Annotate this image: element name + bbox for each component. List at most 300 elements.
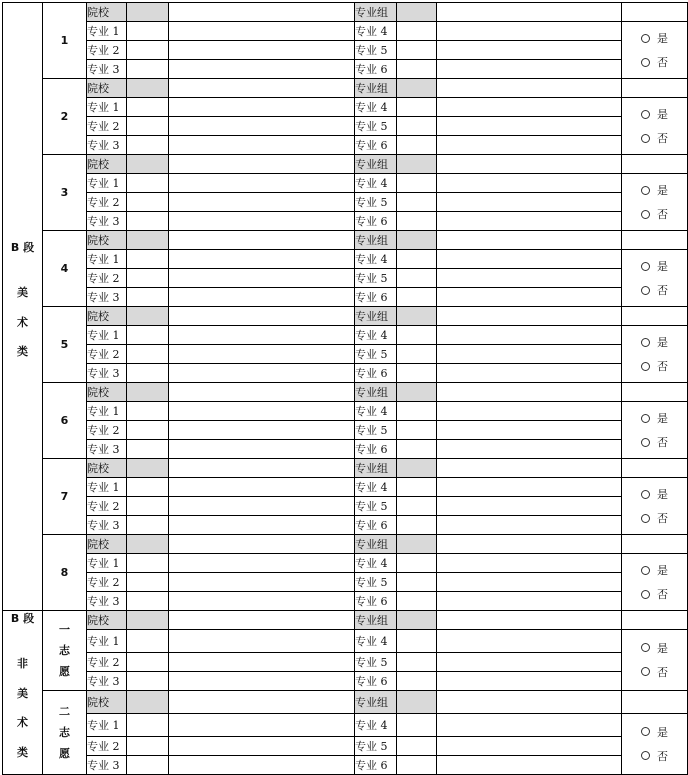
adjust-yes-option[interactable] — [641, 724, 687, 740]
major-name-input[interactable] — [437, 440, 622, 459]
major-group-input[interactable] — [397, 535, 437, 554]
school-label: 院校 — [87, 155, 127, 174]
adjust-no-option[interactable] — [641, 586, 687, 602]
major-input[interactable] — [127, 421, 169, 440]
choice-header-cell — [622, 231, 688, 250]
major-input[interactable] — [397, 516, 437, 535]
major-name-input[interactable] — [169, 117, 355, 136]
major-name-input[interactable] — [437, 136, 622, 155]
major-row — [3, 573, 688, 592]
major-row — [3, 364, 688, 383]
adjust-no-option[interactable] — [641, 54, 687, 70]
major-group-input[interactable] — [397, 155, 437, 174]
adjust-choice — [622, 250, 688, 307]
major-input[interactable] — [127, 22, 169, 41]
major-name-input[interactable] — [169, 345, 355, 364]
adjust-no-label: 否 — [657, 512, 668, 525]
adjust-yes-option[interactable] — [641, 106, 687, 122]
group-index — [43, 611, 87, 691]
major-name-input[interactable] — [169, 421, 355, 440]
radio-circle-icon[interactable] — [641, 414, 650, 423]
major-row — [3, 98, 688, 117]
major-input[interactable] — [397, 41, 437, 60]
section-category-char: 美 — [17, 686, 28, 700]
major-input[interactable] — [127, 592, 169, 611]
major-row — [3, 288, 688, 307]
major-input[interactable] — [397, 364, 437, 383]
major-label: 专业 1 — [87, 402, 127, 421]
major-name-input[interactable] — [169, 41, 355, 60]
major-name-input[interactable] — [169, 671, 355, 690]
major-label: 专业 3 — [87, 440, 127, 459]
major-label: 专业 2 — [87, 497, 127, 516]
school-input[interactable] — [127, 459, 169, 478]
major-name-input[interactable] — [437, 117, 622, 136]
school-input[interactable] — [127, 155, 169, 174]
major-group-input[interactable] — [397, 690, 437, 713]
major-name-input[interactable] — [437, 652, 622, 671]
major-row — [3, 497, 688, 516]
major-name-input[interactable] — [169, 326, 355, 345]
major-input[interactable] — [127, 193, 169, 212]
adjust-no-option[interactable] — [641, 130, 687, 146]
major-group-label: 专业组 — [355, 231, 397, 250]
major-name-input[interactable] — [437, 671, 622, 690]
major-name-input[interactable] — [437, 736, 622, 755]
adjust-yes-label: 是 — [657, 725, 668, 739]
major-row — [3, 117, 688, 136]
group-index-char: 志 — [59, 726, 70, 740]
radio-circle-icon[interactable] — [641, 667, 650, 676]
major-input[interactable] — [397, 345, 437, 364]
major-row — [3, 554, 688, 573]
group-header-row — [3, 535, 688, 554]
major-input[interactable] — [397, 269, 437, 288]
major-name-input[interactable] — [169, 630, 355, 653]
major-label: 专业 3 — [87, 516, 127, 535]
group-header-row — [3, 3, 688, 22]
major-group-name-input[interactable] — [437, 383, 622, 402]
major-row — [3, 402, 688, 421]
major-input[interactable] — [397, 497, 437, 516]
radio-circle-icon[interactable] — [641, 210, 650, 219]
major-label: 专业 3 — [87, 592, 127, 611]
adjust-yes-label: 是 — [657, 564, 668, 577]
radio-circle-icon[interactable] — [641, 362, 650, 371]
major-label: 专业 5 — [355, 573, 397, 592]
major-name-input[interactable] — [437, 554, 622, 573]
adjust-yes-option[interactable] — [641, 410, 687, 426]
major-name-input[interactable] — [437, 402, 622, 421]
major-label: 专业 5 — [355, 652, 397, 671]
major-input[interactable] — [127, 98, 169, 117]
major-row — [3, 736, 688, 755]
major-name-input[interactable] — [169, 478, 355, 497]
major-name-input[interactable] — [437, 364, 622, 383]
group-index: 2 — [43, 79, 87, 155]
major-input[interactable] — [127, 326, 169, 345]
section-category-char: 类 — [17, 745, 28, 759]
major-name-input[interactable] — [437, 98, 622, 117]
major-input[interactable] — [127, 736, 169, 755]
major-group-input[interactable] — [397, 459, 437, 478]
radio-circle-icon[interactable] — [641, 490, 650, 499]
major-input[interactable] — [397, 736, 437, 755]
major-group-input[interactable] — [397, 231, 437, 250]
major-input[interactable] — [127, 671, 169, 690]
school-input[interactable] — [127, 79, 169, 98]
major-row — [3, 630, 688, 653]
major-input[interactable] — [127, 755, 169, 774]
radio-circle-icon[interactable] — [641, 262, 650, 271]
major-name-input[interactable] — [437, 497, 622, 516]
radio-circle-icon[interactable] — [641, 338, 650, 347]
major-label: 专业 6 — [355, 516, 397, 535]
radio-circle-icon[interactable] — [641, 438, 650, 447]
major-input[interactable] — [397, 440, 437, 459]
major-input[interactable] — [127, 516, 169, 535]
major-input[interactable] — [397, 713, 437, 736]
major-name-input[interactable] — [437, 174, 622, 193]
major-label: 专业 5 — [355, 345, 397, 364]
school-name-input[interactable] — [169, 459, 355, 478]
major-group-name-input[interactable] — [437, 155, 622, 174]
adjust-yes-option[interactable] — [641, 30, 687, 46]
major-input[interactable] — [127, 402, 169, 421]
major-name-input[interactable] — [437, 630, 622, 653]
adjust-no-option[interactable] — [641, 748, 687, 764]
section-category-label — [3, 285, 42, 359]
adjust-choice — [622, 402, 688, 459]
major-group-name-input[interactable] — [437, 79, 622, 98]
major-label: 专业 5 — [355, 117, 397, 136]
school-name-input[interactable] — [169, 383, 355, 402]
major-name-input[interactable] — [437, 193, 622, 212]
adjust-no-label: 否 — [657, 436, 668, 449]
major-label: 专业 3 — [87, 212, 127, 231]
major-input[interactable] — [397, 630, 437, 653]
major-label: 专业 4 — [355, 713, 397, 736]
major-input[interactable] — [397, 478, 437, 497]
major-input[interactable] — [397, 671, 437, 690]
major-name-input[interactable] — [169, 573, 355, 592]
major-name-input[interactable] — [437, 212, 622, 231]
radio-circle-icon[interactable] — [641, 286, 650, 295]
major-name-input[interactable] — [437, 478, 622, 497]
school-input[interactable] — [127, 307, 169, 326]
major-name-input[interactable] — [169, 592, 355, 611]
major-input[interactable] — [127, 60, 169, 79]
major-name-input[interactable] — [169, 402, 355, 421]
major-name-input[interactable] — [169, 652, 355, 671]
major-input[interactable] — [397, 288, 437, 307]
major-row — [3, 755, 688, 774]
choice-header-cell — [622, 155, 688, 174]
major-input[interactable] — [127, 573, 169, 592]
major-input[interactable] — [127, 630, 169, 653]
school-input[interactable] — [127, 611, 169, 630]
major-name-input[interactable] — [437, 345, 622, 364]
major-group-name-input[interactable] — [437, 307, 622, 326]
major-name-input[interactable] — [169, 497, 355, 516]
major-input[interactable] — [127, 117, 169, 136]
group-header-row — [3, 383, 688, 402]
adjust-choice — [622, 22, 688, 79]
adjust-no-option[interactable] — [641, 434, 687, 450]
major-name-input[interactable] — [437, 573, 622, 592]
major-name-input[interactable] — [169, 554, 355, 573]
school-label: 院校 — [87, 611, 127, 630]
major-name-input[interactable] — [169, 713, 355, 736]
school-name-input[interactable] — [169, 79, 355, 98]
major-group-input[interactable] — [397, 79, 437, 98]
major-label: 专业 2 — [87, 117, 127, 136]
school-label: 院校 — [87, 690, 127, 713]
adjust-yes-label: 是 — [657, 641, 668, 655]
major-input[interactable] — [397, 554, 437, 573]
major-name-input[interactable] — [169, 22, 355, 41]
major-name-input[interactable] — [169, 364, 355, 383]
major-label: 专业 6 — [355, 136, 397, 155]
major-input[interactable] — [397, 250, 437, 269]
major-input[interactable] — [127, 288, 169, 307]
major-input[interactable] — [397, 60, 437, 79]
major-name-input[interactable] — [169, 174, 355, 193]
radio-circle-icon[interactable] — [641, 186, 650, 195]
major-group-name-input[interactable] — [437, 3, 622, 22]
choice-header-cell — [622, 307, 688, 326]
school-input[interactable] — [127, 535, 169, 554]
school-input[interactable] — [127, 231, 169, 250]
school-name-input[interactable] — [169, 690, 355, 713]
major-name-input[interactable] — [437, 60, 622, 79]
school-name-input[interactable] — [169, 231, 355, 250]
choice-header-cell — [622, 611, 688, 630]
major-name-input[interactable] — [169, 250, 355, 269]
major-label: 专业 1 — [87, 98, 127, 117]
major-group-label: 专业组 — [355, 3, 397, 22]
choice-header-cell — [622, 79, 688, 98]
major-group-name-input[interactable] — [437, 231, 622, 250]
major-input[interactable] — [127, 136, 169, 155]
radio-circle-icon[interactable] — [641, 590, 650, 599]
choice-header-cell — [622, 459, 688, 478]
major-label: 专业 2 — [87, 652, 127, 671]
major-name-input[interactable] — [169, 440, 355, 459]
major-name-input[interactable] — [437, 516, 622, 535]
radio-circle-icon[interactable] — [641, 110, 650, 119]
radio-circle-icon[interactable] — [641, 514, 650, 523]
group-index: 6 — [43, 383, 87, 459]
major-name-input[interactable] — [169, 98, 355, 117]
group-index — [43, 690, 87, 774]
major-label: 专业 6 — [355, 212, 397, 231]
adjust-yes-option[interactable] — [641, 640, 687, 656]
major-input[interactable] — [397, 174, 437, 193]
major-name-input[interactable] — [169, 60, 355, 79]
major-input[interactable] — [397, 652, 437, 671]
major-group-input[interactable] — [397, 611, 437, 630]
adjust-yes-option[interactable] — [641, 182, 687, 198]
radio-circle-icon[interactable] — [641, 727, 650, 736]
major-label: 专业 2 — [87, 421, 127, 440]
major-name-input[interactable] — [437, 421, 622, 440]
major-group-label: 专业组 — [355, 535, 397, 554]
major-input[interactable] — [397, 402, 437, 421]
major-input[interactable] — [397, 136, 437, 155]
major-input[interactable] — [397, 755, 437, 774]
major-input[interactable] — [127, 713, 169, 736]
major-input[interactable] — [127, 652, 169, 671]
major-input[interactable] — [127, 174, 169, 193]
major-label: 专业 5 — [355, 193, 397, 212]
major-group-input[interactable] — [397, 3, 437, 22]
radio-circle-icon[interactable] — [641, 134, 650, 143]
radio-circle-icon[interactable] — [641, 58, 650, 67]
school-name-input[interactable] — [169, 155, 355, 174]
major-input[interactable] — [127, 478, 169, 497]
choice-header-cell — [622, 383, 688, 402]
adjust-yes-option[interactable] — [641, 562, 687, 578]
major-group-label: 专业组 — [355, 459, 397, 478]
adjust-choice — [622, 174, 688, 231]
adjust-yes-option[interactable] — [641, 334, 687, 350]
adjust-no-option[interactable] — [641, 206, 687, 222]
group-header-row — [3, 690, 688, 713]
radio-circle-icon[interactable] — [641, 566, 650, 575]
major-name-input[interactable] — [437, 269, 622, 288]
choice-header-cell — [622, 535, 688, 554]
major-input[interactable] — [127, 554, 169, 573]
major-input[interactable] — [397, 592, 437, 611]
section-category-label — [3, 656, 42, 760]
major-name-input[interactable] — [437, 22, 622, 41]
major-name-input[interactable] — [437, 288, 622, 307]
school-input[interactable] — [127, 3, 169, 22]
major-name-input[interactable] — [169, 193, 355, 212]
major-input[interactable] — [397, 212, 437, 231]
section-segment-label: B 段 — [10, 240, 35, 254]
major-input[interactable] — [397, 326, 437, 345]
major-name-input[interactable] — [169, 269, 355, 288]
major-input[interactable] — [397, 22, 437, 41]
adjust-yes-label: 是 — [657, 260, 668, 273]
school-label: 院校 — [87, 79, 127, 98]
school-name-input[interactable] — [169, 535, 355, 554]
section-label — [3, 3, 43, 611]
school-name-input[interactable] — [169, 307, 355, 326]
major-name-input[interactable] — [169, 755, 355, 774]
major-name-input[interactable] — [437, 326, 622, 345]
group-header-row — [3, 611, 688, 630]
adjust-yes-option[interactable] — [641, 258, 687, 274]
major-row — [3, 193, 688, 212]
major-name-input[interactable] — [437, 755, 622, 774]
major-group-input[interactable] — [397, 383, 437, 402]
major-label: 专业 6 — [355, 440, 397, 459]
major-name-input[interactable] — [169, 736, 355, 755]
major-name-input[interactable] — [437, 592, 622, 611]
major-input[interactable] — [397, 117, 437, 136]
major-label: 专业 3 — [87, 136, 127, 155]
major-label: 专业 4 — [355, 554, 397, 573]
adjust-yes-label: 是 — [657, 488, 668, 501]
major-name-input[interactable] — [437, 713, 622, 736]
major-name-input[interactable] — [437, 41, 622, 60]
school-input[interactable] — [127, 383, 169, 402]
adjust-yes-label: 是 — [657, 336, 668, 349]
major-input[interactable] — [397, 421, 437, 440]
major-group-name-input[interactable] — [437, 611, 622, 630]
radio-circle-icon[interactable] — [641, 34, 650, 43]
volunteer-table — [2, 2, 688, 775]
major-input[interactable] — [397, 98, 437, 117]
major-label: 专业 3 — [87, 755, 127, 774]
major-group-name-input[interactable] — [437, 690, 622, 713]
adjust-yes-option[interactable] — [641, 486, 687, 502]
major-input[interactable] — [127, 269, 169, 288]
major-row — [3, 269, 688, 288]
section-category-char: 术 — [17, 716, 28, 730]
major-label: 专业 1 — [87, 22, 127, 41]
adjust-no-option[interactable] — [641, 282, 687, 298]
school-label: 院校 — [87, 459, 127, 478]
major-name-input[interactable] — [169, 516, 355, 535]
major-input[interactable] — [127, 364, 169, 383]
school-input[interactable] — [127, 690, 169, 713]
adjust-no-option[interactable] — [641, 358, 687, 374]
major-label: 专业 4 — [355, 174, 397, 193]
major-input[interactable] — [127, 497, 169, 516]
major-input[interactable] — [397, 573, 437, 592]
major-label: 专业 5 — [355, 421, 397, 440]
major-label: 专业 4 — [355, 250, 397, 269]
major-input[interactable] — [397, 193, 437, 212]
adjust-choice — [622, 478, 688, 535]
major-name-input[interactable] — [437, 250, 622, 269]
major-name-input[interactable] — [169, 212, 355, 231]
major-row — [3, 671, 688, 690]
major-row — [3, 592, 688, 611]
major-input[interactable] — [127, 345, 169, 364]
major-input[interactable] — [127, 250, 169, 269]
major-label: 专业 3 — [87, 364, 127, 383]
adjust-no-option[interactable] — [641, 510, 687, 526]
school-name-input[interactable] — [169, 611, 355, 630]
major-label: 专业 4 — [355, 402, 397, 421]
major-label: 专业 1 — [87, 554, 127, 573]
school-label: 院校 — [87, 231, 127, 250]
major-name-input[interactable] — [169, 136, 355, 155]
radio-circle-icon[interactable] — [641, 643, 650, 652]
major-name-input[interactable] — [169, 288, 355, 307]
school-name-input[interactable] — [169, 3, 355, 22]
major-input[interactable] — [127, 212, 169, 231]
major-row — [3, 421, 688, 440]
adjust-no-label: 否 — [657, 665, 668, 679]
radio-circle-icon[interactable] — [641, 751, 650, 760]
adjust-no-option[interactable] — [641, 664, 687, 680]
adjust-choice — [622, 630, 688, 691]
school-label: 院校 — [87, 383, 127, 402]
major-label: 专业 4 — [355, 326, 397, 345]
major-group-name-input[interactable] — [437, 459, 622, 478]
major-group-name-input[interactable] — [437, 535, 622, 554]
major-input[interactable] — [127, 41, 169, 60]
section-label — [3, 611, 43, 775]
major-group-input[interactable] — [397, 307, 437, 326]
major-input[interactable] — [127, 440, 169, 459]
